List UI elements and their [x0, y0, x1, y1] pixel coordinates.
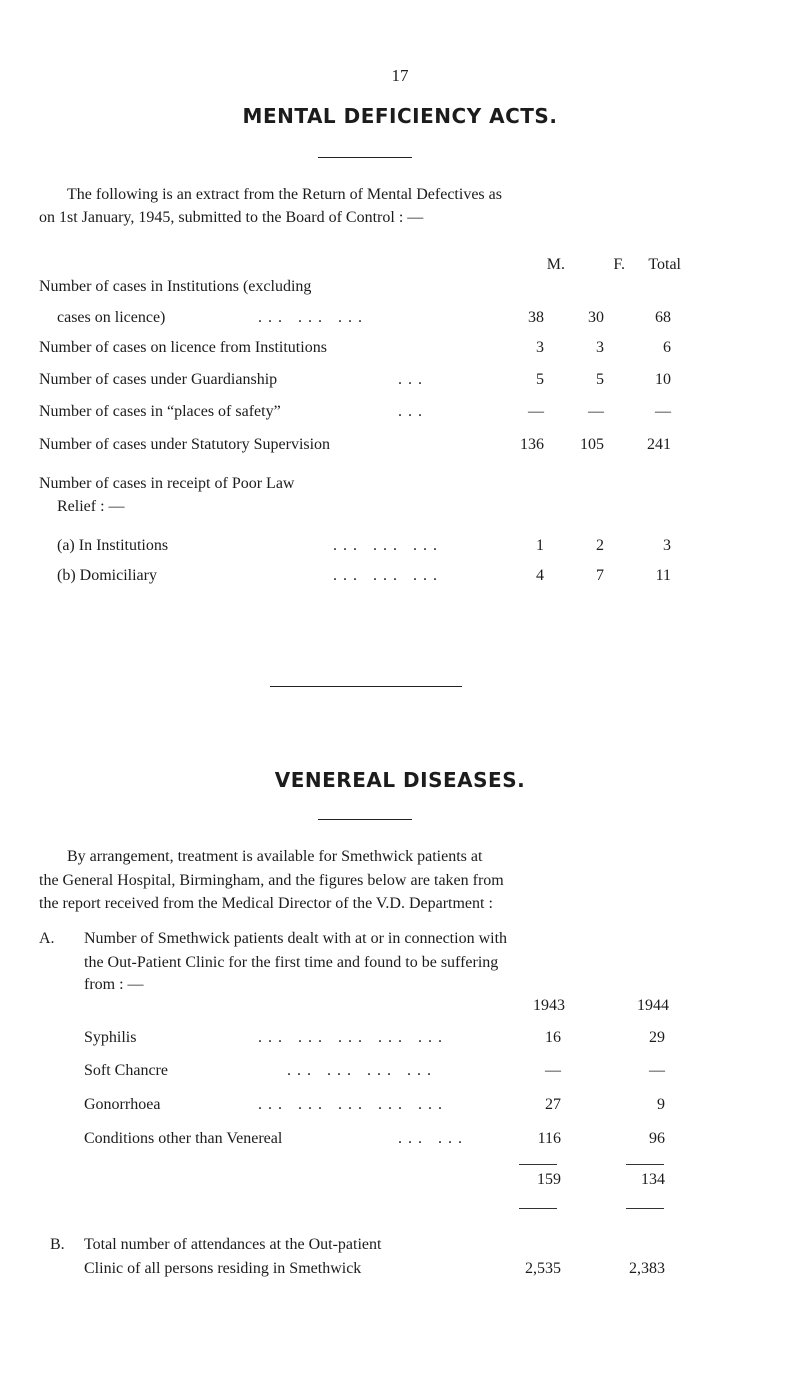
disease-label: Conditions other than Venereal [84, 1130, 283, 1147]
value-f: 5 [596, 371, 604, 388]
value-m: 4 [536, 567, 544, 584]
value-m: 1 [536, 537, 544, 554]
section-a-line-3: from : — [84, 976, 144, 993]
row-label: (b) Domiciliary [57, 567, 157, 584]
value-f: 2 [596, 537, 604, 554]
leader-dots: ... ... ... ... [287, 1062, 437, 1079]
para-line-1: By arrangement, treatment is available for Smethwick patients at [67, 848, 483, 865]
value-total: 3 [663, 537, 671, 554]
value-f: 7 [596, 567, 604, 584]
row-label: Number of cases under Statutory Supervision [39, 436, 331, 453]
attendances-1943: 2,535 [525, 1260, 561, 1277]
value-f: — [588, 403, 604, 420]
leader-dots: ... ... ... [258, 309, 368, 326]
value-1943: 16 [545, 1029, 561, 1046]
page-number: 17 [391, 66, 409, 85]
title-divider [318, 819, 412, 820]
section-b-letter: B. [50, 1236, 65, 1253]
year-header-1943: 1943 [533, 997, 565, 1014]
value-m: 136 [520, 436, 544, 453]
value-1943: — [545, 1062, 561, 1079]
row-label: cases on licence) [57, 309, 166, 326]
value-total: 10 [655, 371, 671, 388]
attendances-1944: 2,383 [629, 1260, 665, 1277]
row-label: Number of cases under Guardianship [39, 371, 278, 388]
value-m: — [528, 403, 544, 420]
value-1944: 9 [657, 1096, 665, 1113]
value-1943: 27 [545, 1096, 561, 1113]
col-header-total: Total [648, 256, 681, 273]
section-a-letter: A. [39, 930, 55, 947]
sum-line-1944 [626, 1164, 664, 1165]
section-divider [270, 686, 462, 687]
col-header-m: M. [546, 256, 565, 273]
value-total: 241 [647, 436, 671, 453]
intro-line-2: on 1st January, 1945, submitted to the Board of Control : — [39, 209, 424, 226]
value-1944: 96 [649, 1130, 665, 1147]
venereal-diseases-title: VENEREAL DISEASES. [274, 768, 526, 792]
section-a-line-1: Number of Smethwick patients dealt with at or in connection with [84, 930, 508, 947]
leader-dots: ... ... ... [333, 537, 443, 554]
value-f: 3 [596, 339, 604, 356]
sum-line-1944 [626, 1208, 664, 1209]
section-b-line-2: Clinic of all persons residing in Smethwick [84, 1260, 362, 1277]
row-label: (a) In Institutions [57, 537, 169, 554]
value-m: 5 [536, 371, 544, 388]
row-label: Number of cases in receipt of Poor Law [39, 475, 295, 492]
total-1943: 159 [537, 1171, 561, 1188]
value-m: 38 [528, 309, 544, 326]
section-a-line-2: the Out-Patient Clinic for the first time and found to be suffering [84, 954, 499, 971]
leader-dots: ... [398, 403, 428, 420]
row-label: Number of cases on licence from Institutions [39, 339, 327, 356]
disease-label: Soft Chancre [84, 1062, 168, 1079]
year-header-1944: 1944 [637, 997, 669, 1014]
title-divider [318, 157, 412, 158]
section-b-line-1: Total number of attendances at the Out-patient [84, 1236, 382, 1253]
value-total: — [655, 403, 671, 420]
para-line-3: the report received from the Medical Director of the V.D. Department : [39, 895, 493, 912]
sum-line-1943 [519, 1208, 557, 1209]
row-label: Number of cases in “places of safety” [39, 403, 281, 420]
row-label: Number of cases in Institutions (excluding [39, 278, 312, 295]
mental-deficiency-title: MENTAL DEFICIENCY ACTS. [242, 104, 558, 128]
leader-dots: ... ... ... ... ... [258, 1096, 448, 1113]
value-total: 11 [655, 567, 671, 584]
value-total: 68 [655, 309, 671, 326]
para-line-2: the General Hospital, Birmingham, and the figures below are taken from [39, 872, 504, 889]
disease-label: Gonorrhoea [84, 1096, 161, 1113]
value-f: 30 [588, 309, 604, 326]
value-1944: — [649, 1062, 665, 1079]
col-header-f: F. [613, 256, 625, 273]
sum-line-1943 [519, 1164, 557, 1165]
value-total: 6 [663, 339, 671, 356]
value-m: 3 [536, 339, 544, 356]
intro-line-1: The following is an extract from the Return of Mental Defectives as [67, 186, 502, 203]
disease-label: Syphilis [84, 1029, 137, 1046]
row-label: Relief : — [57, 498, 125, 515]
value-1943: 116 [537, 1130, 561, 1147]
leader-dots: ... ... ... ... ... [258, 1029, 448, 1046]
leader-dots: ... ... [398, 1130, 468, 1147]
leader-dots: ... [398, 371, 428, 388]
total-1944: 134 [641, 1171, 665, 1188]
leader-dots: ... ... ... [333, 567, 443, 584]
value-f: 105 [580, 436, 604, 453]
value-1944: 29 [649, 1029, 665, 1046]
